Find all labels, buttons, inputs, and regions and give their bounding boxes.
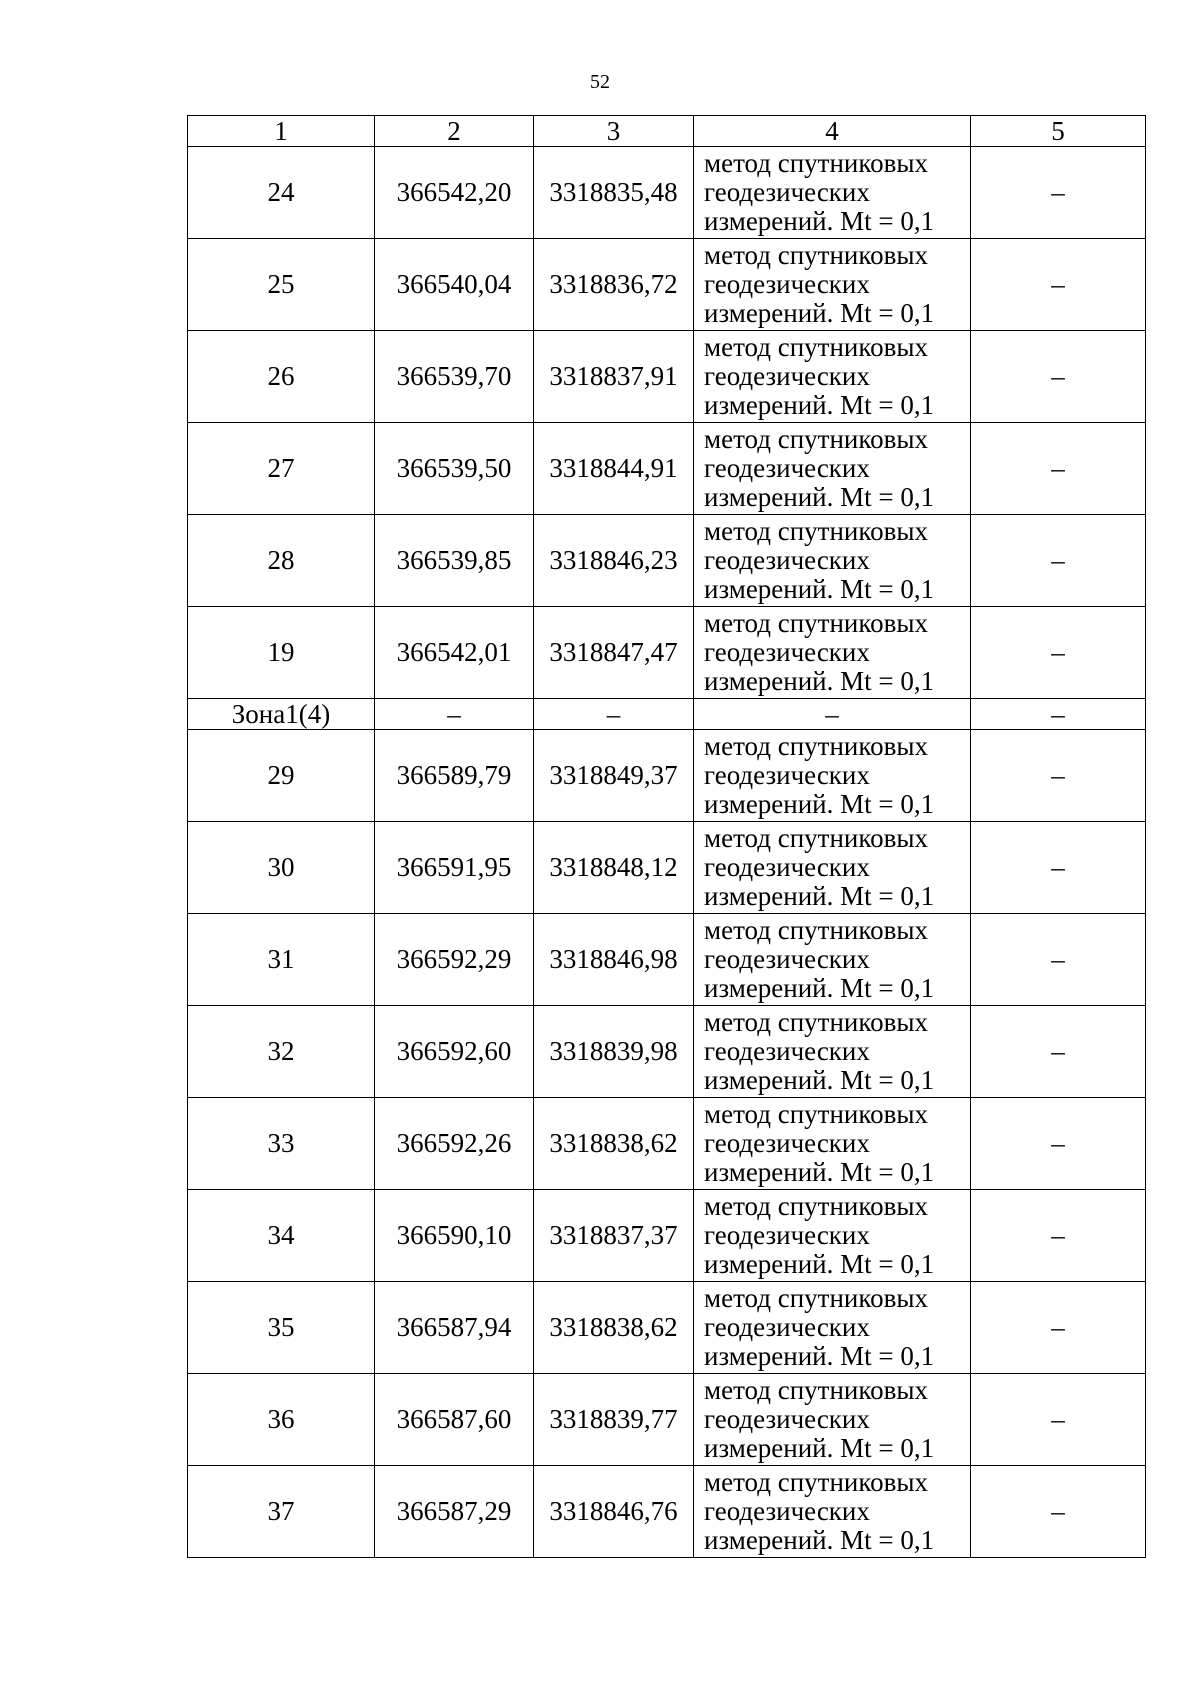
method-cell [694, 1374, 971, 1466]
point-number-cell: 19 [188, 607, 375, 699]
y-coordinate-cell: 3318839,77 [534, 1374, 694, 1466]
table-row [188, 331, 1146, 423]
method-cell [694, 147, 971, 239]
table-row [188, 1098, 1146, 1190]
point-number-cell: 35 [188, 1282, 375, 1374]
note-cell: – [971, 914, 1146, 1006]
note-cell: – [971, 1190, 1146, 1282]
x-coordinate-cell: 366589,79 [375, 730, 534, 822]
y-coordinate-cell: 3318846,76 [534, 1466, 694, 1558]
method-text-line: измерений. Mt = 0,1 [704, 298, 935, 328]
method-text-line: геодезических [704, 177, 870, 207]
method-text-line: измерений. Mt = 0,1 [704, 1157, 935, 1187]
method-cell [694, 1006, 971, 1098]
y-coordinate-cell: 3318838,62 [534, 1098, 694, 1190]
note-cell: – [971, 1282, 1146, 1374]
method-text-line: измерений. Mt = 0,1 [704, 666, 935, 696]
y-coordinate-cell: 3318848,12 [534, 822, 694, 914]
x-coordinate-cell: 366592,60 [375, 1006, 534, 1098]
table-row [188, 607, 1146, 699]
x-coordinate-cell: 366540,04 [375, 239, 534, 331]
method-text-line: метод спутниковых [704, 1099, 928, 1129]
x-coordinate-cell: 366587,29 [375, 1466, 534, 1558]
column-header: 4 [694, 116, 971, 147]
coordinates-table [187, 115, 1146, 1558]
x-coordinate-cell: 366539,50 [375, 423, 534, 515]
x-coordinate-cell: 366590,10 [375, 1190, 534, 1282]
y-coordinate-cell: 3318838,62 [534, 1282, 694, 1374]
method-text-line: геодезических [704, 1220, 870, 1250]
column-header: 2 [375, 116, 534, 147]
x-coordinate-cell: 366542,20 [375, 147, 534, 239]
note-cell: – [971, 1098, 1146, 1190]
table-row [188, 239, 1146, 331]
table-row [188, 1006, 1146, 1098]
zone-dash-cell: – [694, 699, 971, 730]
method-text-line: геодезических [704, 852, 870, 882]
point-number-cell: 25 [188, 239, 375, 331]
column-header: 3 [534, 116, 694, 147]
note-cell: – [971, 822, 1146, 914]
y-coordinate-cell: 3318836,72 [534, 239, 694, 331]
method-text-line: измерений. Mt = 0,1 [704, 206, 935, 236]
point-number-cell: 26 [188, 331, 375, 423]
y-coordinate-cell: 3318837,91 [534, 331, 694, 423]
method-text-line: измерений. Mt = 0,1 [704, 1249, 935, 1279]
table-row [188, 822, 1146, 914]
note-cell: – [971, 1374, 1146, 1466]
table-row [188, 515, 1146, 607]
column-header: 5 [971, 116, 1146, 147]
method-text-line: геодезических [704, 1312, 870, 1342]
table-row [188, 1282, 1146, 1374]
y-coordinate-cell: 3318846,23 [534, 515, 694, 607]
method-text-line: измерений. Mt = 0,1 [704, 1525, 935, 1555]
note-cell: – [971, 607, 1146, 699]
x-coordinate-cell: 366591,95 [375, 822, 534, 914]
point-number-cell: 33 [188, 1098, 375, 1190]
table-row [188, 423, 1146, 515]
y-coordinate-cell: 3318837,37 [534, 1190, 694, 1282]
method-text-line: метод спутниковых [704, 148, 928, 178]
note-cell: – [971, 1006, 1146, 1098]
table-body [188, 116, 1146, 1558]
note-cell: – [971, 331, 1146, 423]
column-header: 1 [188, 116, 375, 147]
table-row [188, 1466, 1146, 1558]
point-number-cell: 37 [188, 1466, 375, 1558]
method-cell [694, 423, 971, 515]
x-coordinate-cell: 366539,85 [375, 515, 534, 607]
x-coordinate-cell: 366539,70 [375, 331, 534, 423]
method-text-line: геодезических [704, 944, 870, 974]
note-cell: – [971, 730, 1146, 822]
method-text-line: геодезических [704, 1496, 870, 1526]
point-number-cell: 34 [188, 1190, 375, 1282]
zone-row [188, 699, 1146, 730]
method-text-line: геодезических [704, 361, 870, 391]
method-cell [694, 730, 971, 822]
x-coordinate-cell: 366542,01 [375, 607, 534, 699]
method-text-line: метод спутниковых [704, 823, 928, 853]
method-text-line: измерений. Mt = 0,1 [704, 574, 935, 604]
table-header-row [188, 116, 1146, 147]
method-text-line: метод спутниковых [704, 731, 928, 761]
point-number-cell: 32 [188, 1006, 375, 1098]
method-text-line: измерений. Mt = 0,1 [704, 390, 935, 420]
method-text-line: метод спутниковых [704, 1007, 928, 1037]
zone-label-cell: Зона1(4) [188, 699, 375, 730]
method-text-line: метод спутниковых [704, 1191, 928, 1221]
point-number-cell: 30 [188, 822, 375, 914]
method-text-line: геодезических [704, 453, 870, 483]
method-text-line: измерений. Mt = 0,1 [704, 1341, 935, 1371]
method-text-line: геодезических [704, 637, 870, 667]
table-row [188, 914, 1146, 1006]
method-text-line: метод спутниковых [704, 332, 928, 362]
y-coordinate-cell: 3318844,91 [534, 423, 694, 515]
point-number-cell: 28 [188, 515, 375, 607]
note-cell: – [971, 239, 1146, 331]
y-coordinate-cell: 3318846,98 [534, 914, 694, 1006]
y-coordinate-cell: 3318839,98 [534, 1006, 694, 1098]
point-number-cell: 31 [188, 914, 375, 1006]
method-text-line: геодезических [704, 1128, 870, 1158]
table-row [188, 1190, 1146, 1282]
y-coordinate-cell: 3318847,47 [534, 607, 694, 699]
method-text-line: измерений. Mt = 0,1 [704, 789, 935, 819]
x-coordinate-cell: 366592,26 [375, 1098, 534, 1190]
method-text-line: метод спутниковых [704, 1467, 928, 1497]
point-number-cell: 24 [188, 147, 375, 239]
method-cell [694, 1098, 971, 1190]
method-text-line: измерений. Mt = 0,1 [704, 881, 935, 911]
method-text-line: измерений. Mt = 0,1 [704, 1433, 935, 1463]
table-row [188, 147, 1146, 239]
method-text-line: измерений. Mt = 0,1 [704, 973, 935, 1003]
point-number-cell: 27 [188, 423, 375, 515]
x-coordinate-cell: 366587,94 [375, 1282, 534, 1374]
method-text-line: метод спутниковых [704, 240, 928, 270]
y-coordinate-cell: 3318835,48 [534, 147, 694, 239]
method-text-line: геодезических [704, 1036, 870, 1066]
method-cell [694, 331, 971, 423]
method-text-line: метод спутниковых [704, 1375, 928, 1405]
method-text-line: метод спутниковых [704, 915, 928, 945]
method-text-line: геодезических [704, 1404, 870, 1434]
method-cell [694, 1282, 971, 1374]
x-coordinate-cell: 366587,60 [375, 1374, 534, 1466]
method-cell [694, 822, 971, 914]
note-cell: – [971, 147, 1146, 239]
zone-dash-cell: – [971, 699, 1146, 730]
note-cell: – [971, 423, 1146, 515]
zone-dash-cell: – [534, 699, 694, 730]
method-cell [694, 607, 971, 699]
method-text-line: геодезических [704, 269, 870, 299]
method-cell [694, 1190, 971, 1282]
method-cell [694, 1466, 971, 1558]
point-number-cell: 36 [188, 1374, 375, 1466]
table-row [188, 730, 1146, 822]
table-row [188, 1374, 1146, 1466]
note-cell: – [971, 1466, 1146, 1558]
method-text-line: геодезических [704, 545, 870, 575]
method-text-line: метод спутниковых [704, 608, 928, 638]
x-coordinate-cell: 366592,29 [375, 914, 534, 1006]
method-text-line: измерений. Mt = 0,1 [704, 482, 935, 512]
method-cell [694, 239, 971, 331]
point-number-cell: 29 [188, 730, 375, 822]
note-cell: – [971, 515, 1146, 607]
method-text-line: геодезических [704, 760, 870, 790]
zone-dash-cell: – [375, 699, 534, 730]
method-text-line: метод спутниковых [704, 1283, 928, 1313]
method-cell [694, 515, 971, 607]
page-number: 52 [590, 71, 610, 93]
method-text-line: метод спутниковых [704, 424, 928, 454]
method-text-line: метод спутниковых [704, 516, 928, 546]
method-text-line: измерений. Mt = 0,1 [704, 1065, 935, 1095]
method-cell [694, 914, 971, 1006]
y-coordinate-cell: 3318849,37 [534, 730, 694, 822]
